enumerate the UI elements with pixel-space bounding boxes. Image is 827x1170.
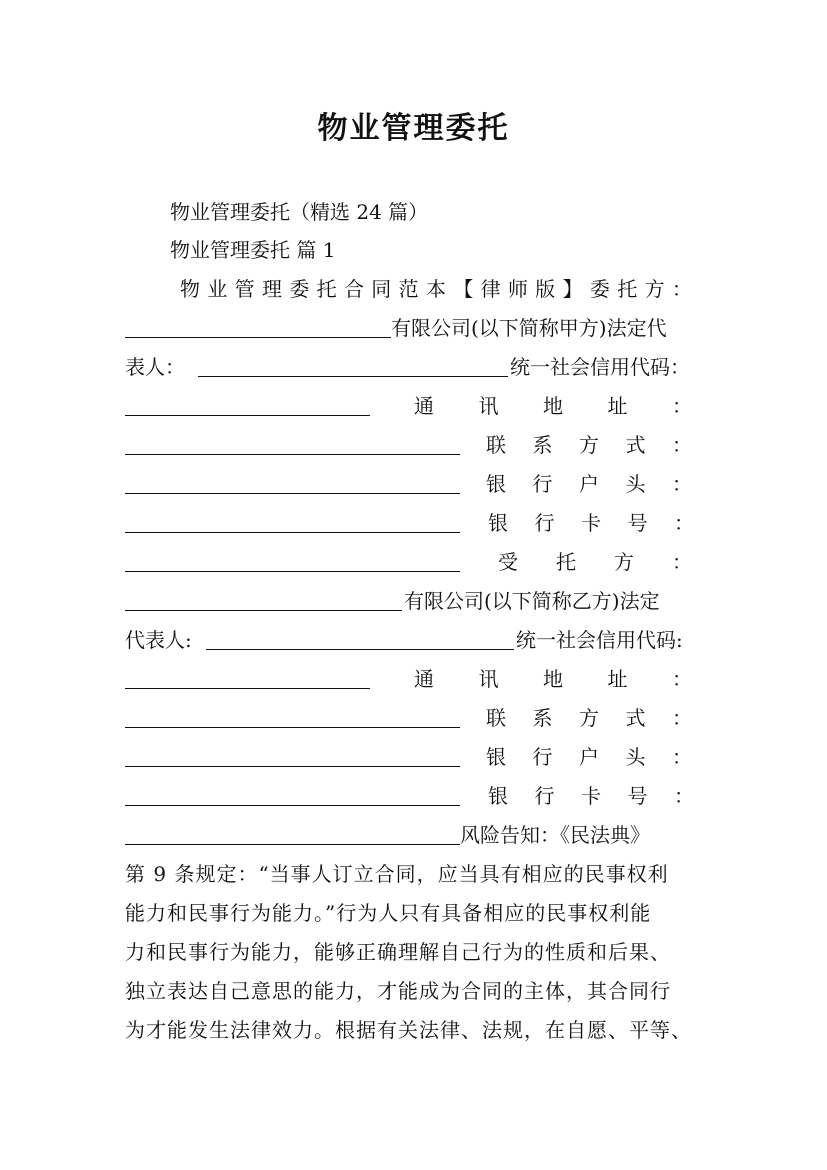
label-char: 式 bbox=[625, 433, 646, 457]
label-char: 理 bbox=[261, 277, 282, 301]
party-a-bank-account-label bbox=[486, 467, 692, 501]
label-char: ： bbox=[672, 394, 692, 418]
party-a-contact-line bbox=[0, 428, 827, 462]
label-char: 受 bbox=[498, 550, 518, 574]
label-char: ： bbox=[674, 511, 694, 535]
label-char: 委 bbox=[589, 277, 610, 301]
contract-heading bbox=[180, 272, 692, 306]
label-char: 师 bbox=[507, 277, 528, 301]
label-char: 讯 bbox=[478, 667, 499, 691]
body-line: 能力和民事行为能力。”行为人只有具备相应的民事权利能 bbox=[125, 901, 652, 925]
label-char: ： bbox=[672, 745, 692, 769]
label-char: ： bbox=[674, 784, 694, 808]
party-b-credit-code-label: 统一社会信用代码: bbox=[516, 628, 683, 652]
document-title: 物业管理委托 bbox=[317, 111, 510, 146]
label-char: 行 bbox=[532, 472, 553, 496]
label-char: 联 bbox=[486, 433, 506, 457]
label-char: 物 bbox=[180, 277, 200, 301]
label-char: 托 bbox=[316, 277, 337, 301]
section-heading: 物业管理委托 篇 1 bbox=[170, 238, 336, 262]
trustee-line bbox=[0, 545, 827, 579]
section-line bbox=[0, 233, 827, 267]
body-line: 为才能发生法律效力。根据有关法律、法规，在自愿、平等、 bbox=[125, 1018, 692, 1042]
label-char: 银 bbox=[488, 511, 508, 535]
label-char: 号 bbox=[627, 784, 648, 808]
label-char: 行 bbox=[534, 511, 555, 535]
label-char: 头 bbox=[625, 472, 646, 496]
label-char: 银 bbox=[488, 784, 508, 808]
label-char: 联 bbox=[486, 706, 506, 730]
party-a-bank-card-line bbox=[0, 506, 827, 540]
label-char: 银 bbox=[486, 472, 506, 496]
label-char: 卡 bbox=[581, 511, 601, 535]
party-b-contact-line bbox=[0, 701, 827, 735]
party-a-company-suffix: 有限公司(以下简称甲方)法定代 bbox=[391, 316, 667, 340]
label-char: 银 bbox=[486, 745, 506, 769]
party-a-company-line bbox=[0, 311, 827, 345]
party-b-bank-account-label bbox=[486, 740, 692, 774]
label-char: 户 bbox=[579, 472, 599, 496]
party-a-address-label bbox=[414, 389, 692, 423]
party-b-bank-card-blank[interactable] bbox=[125, 844, 460, 845]
label-char: 行 bbox=[532, 745, 553, 769]
label-char: 方 bbox=[579, 433, 599, 457]
party-b-rep-label: 代表人: bbox=[125, 628, 192, 652]
party-b-company-blank[interactable] bbox=[125, 610, 402, 611]
label-char: 卡 bbox=[581, 784, 601, 808]
label-char: 本 bbox=[425, 277, 446, 301]
party-a-contact-label bbox=[486, 428, 692, 462]
label-char: 委 bbox=[289, 277, 310, 301]
label-char: 通 bbox=[414, 667, 434, 691]
label-char: 系 bbox=[532, 433, 553, 457]
party-b-contact-label bbox=[486, 701, 692, 735]
party-b-address-label bbox=[414, 662, 692, 696]
label-char: 管 bbox=[234, 277, 255, 301]
party-b-address-blank[interactable] bbox=[125, 727, 460, 728]
party-a-credit-code-label: 统一社会信用代码： bbox=[510, 355, 690, 379]
label-char: ： bbox=[671, 277, 692, 301]
label-char: 律 bbox=[480, 277, 501, 301]
subtitle-line bbox=[0, 195, 827, 229]
trustee-label bbox=[498, 545, 692, 579]
label-char: 讯 bbox=[478, 394, 499, 418]
label-char: 行 bbox=[534, 784, 555, 808]
label-char: 业 bbox=[207, 277, 228, 301]
subtitle: 物业管理委托（精选 24 篇） bbox=[170, 200, 429, 224]
party-b-bank-account-line bbox=[0, 740, 827, 774]
label-char: ： bbox=[672, 472, 692, 496]
label-char: ： bbox=[672, 667, 692, 691]
label-char: 通 bbox=[414, 394, 434, 418]
label-char: 【 bbox=[453, 277, 474, 301]
party-a-credit-code-blank[interactable] bbox=[125, 415, 370, 416]
party-a-company-blank[interactable] bbox=[125, 337, 391, 338]
body-line: 独立表达自己意思的能力，才能成为合同的主体，其合同行 bbox=[125, 979, 671, 1003]
label-char: 址 bbox=[607, 667, 628, 691]
label-char: 范 bbox=[398, 277, 419, 301]
party-a-rep-label: 表人： bbox=[125, 355, 185, 379]
party-b-rep-blank[interactable] bbox=[206, 649, 514, 650]
party-a-address-line bbox=[0, 389, 827, 423]
party-b-bank-account-blank[interactable] bbox=[125, 805, 460, 806]
label-char: 头 bbox=[625, 745, 646, 769]
label-char: 方 bbox=[614, 550, 634, 574]
label-char: ： bbox=[672, 706, 692, 730]
label-char: 方 bbox=[644, 277, 665, 301]
risk-notice-line bbox=[0, 818, 827, 852]
party-b-credit-code-blank[interactable] bbox=[125, 688, 370, 689]
body-line: 力和民事行为能力，能够正确理解自己行为的性质和后果、 bbox=[125, 940, 671, 964]
party-a-rep-blank[interactable] bbox=[198, 376, 508, 377]
party-b-rep-line bbox=[0, 623, 827, 657]
body-line: 第 9 条规定：“当事人订立合同，应当具有相应的民事权利 bbox=[125, 862, 669, 886]
label-char: 式 bbox=[625, 706, 646, 730]
party-b-address-line bbox=[0, 662, 827, 696]
label-char: ： bbox=[672, 433, 692, 457]
party-a-rep-line bbox=[0, 350, 827, 384]
label-char: 同 bbox=[371, 277, 392, 301]
label-char: ： bbox=[672, 550, 692, 574]
label-char: 】 bbox=[562, 277, 583, 301]
contract-heading-line bbox=[0, 272, 827, 306]
label-char: 方 bbox=[579, 706, 599, 730]
party-b-bank-card-line bbox=[0, 779, 827, 813]
party-a-address-blank[interactable] bbox=[125, 454, 460, 455]
party-a-bank-card-label bbox=[488, 506, 694, 540]
label-char: 系 bbox=[532, 706, 553, 730]
label-char: 托 bbox=[556, 550, 576, 574]
label-char: 户 bbox=[579, 745, 599, 769]
label-char: 托 bbox=[617, 277, 638, 301]
party-a-contact-blank[interactable] bbox=[125, 493, 460, 494]
risk-notice: 风险告知：《民法典》 bbox=[460, 823, 650, 847]
party-b-contact-blank[interactable] bbox=[125, 766, 460, 767]
label-char: 版 bbox=[535, 277, 556, 301]
party-a-bank-account-line bbox=[0, 467, 827, 501]
label-char: 号 bbox=[627, 511, 648, 535]
party-b-bank-card-label bbox=[488, 779, 694, 813]
label-char: 地 bbox=[543, 667, 563, 691]
party-a-bank-account-blank[interactable] bbox=[125, 532, 460, 533]
party-b-company-suffix: 有限公司(以下简称乙方)法定 bbox=[404, 589, 660, 613]
party-b-company-line bbox=[0, 584, 827, 618]
label-char: 址 bbox=[607, 394, 628, 418]
party-a-bank-card-blank[interactable] bbox=[125, 571, 460, 572]
label-char: 合 bbox=[343, 277, 364, 301]
label-char: 地 bbox=[543, 394, 563, 418]
